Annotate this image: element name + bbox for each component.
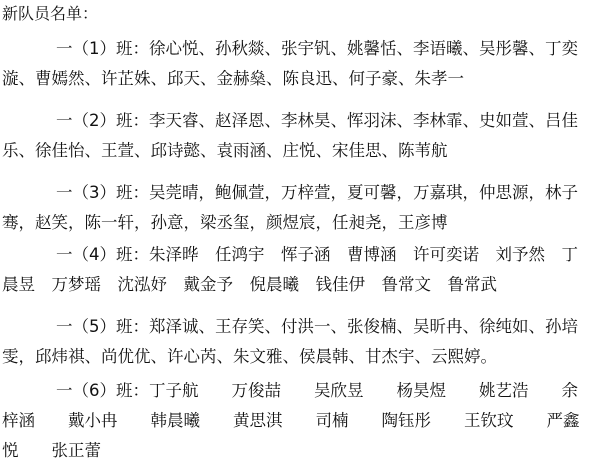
class-3-roster: 一（3）班：吴莞晴，鲍佩萱，万梓萱，夏可馨，万嘉琪，仲思源，林子骞，赵笑，陈一轩，孙意，梁丞玺，颜煜宸，任昶尧，王彦博 bbox=[2, 183, 578, 232]
document-heading: 新队员名单： bbox=[2, 4, 99, 23]
class-1-roster: 一（1）班：徐心悦、孙秋燚、张宇钒、姚馨恬、李语曦、吴彤馨、丁奕漩、曹嫣然、许芷姝、邱天、金赫燊、陈良迅、何子豪、朱孝一 bbox=[2, 39, 578, 88]
class-6-roster: 一（6）班：丁子航 万俊喆 吴欣昱 杨昊煜 姚艺浩 余梓涵 戴小冉 韩晨曦 黄思淇 司楠 陶钰彤 王钦玟 严鑫悦 张正蕾 bbox=[2, 381, 580, 460]
class-4-roster: 一（4）班：朱泽晔 任鸿宇 恽子涵 曹博涵 许可奕诺 刘予然 丁晨昱 万梦瑶 沈泓妤 戴金予 倪晨曦 钱佳伊 鲁常文 鲁常武 bbox=[2, 245, 578, 294]
class-2-roster: 一（2）班：李天睿、赵泽恩、李林昊、恽羽沫、李林霏、史如萱、吕佳乐、徐佳怡、王萱、邱诗懿、袁雨涵、庄悦、宋佳思、陈苇航 bbox=[2, 111, 578, 160]
class-5-roster: 一（5）班：郑泽诚、王存笑、付洪一、张俊楠、吴昕冉、徐纯如、孙培雯，邱炜祺、尚优优、许心芮、朱文雅、侯晨韩、甘杰宇、云熙婷。 bbox=[2, 317, 578, 366]
